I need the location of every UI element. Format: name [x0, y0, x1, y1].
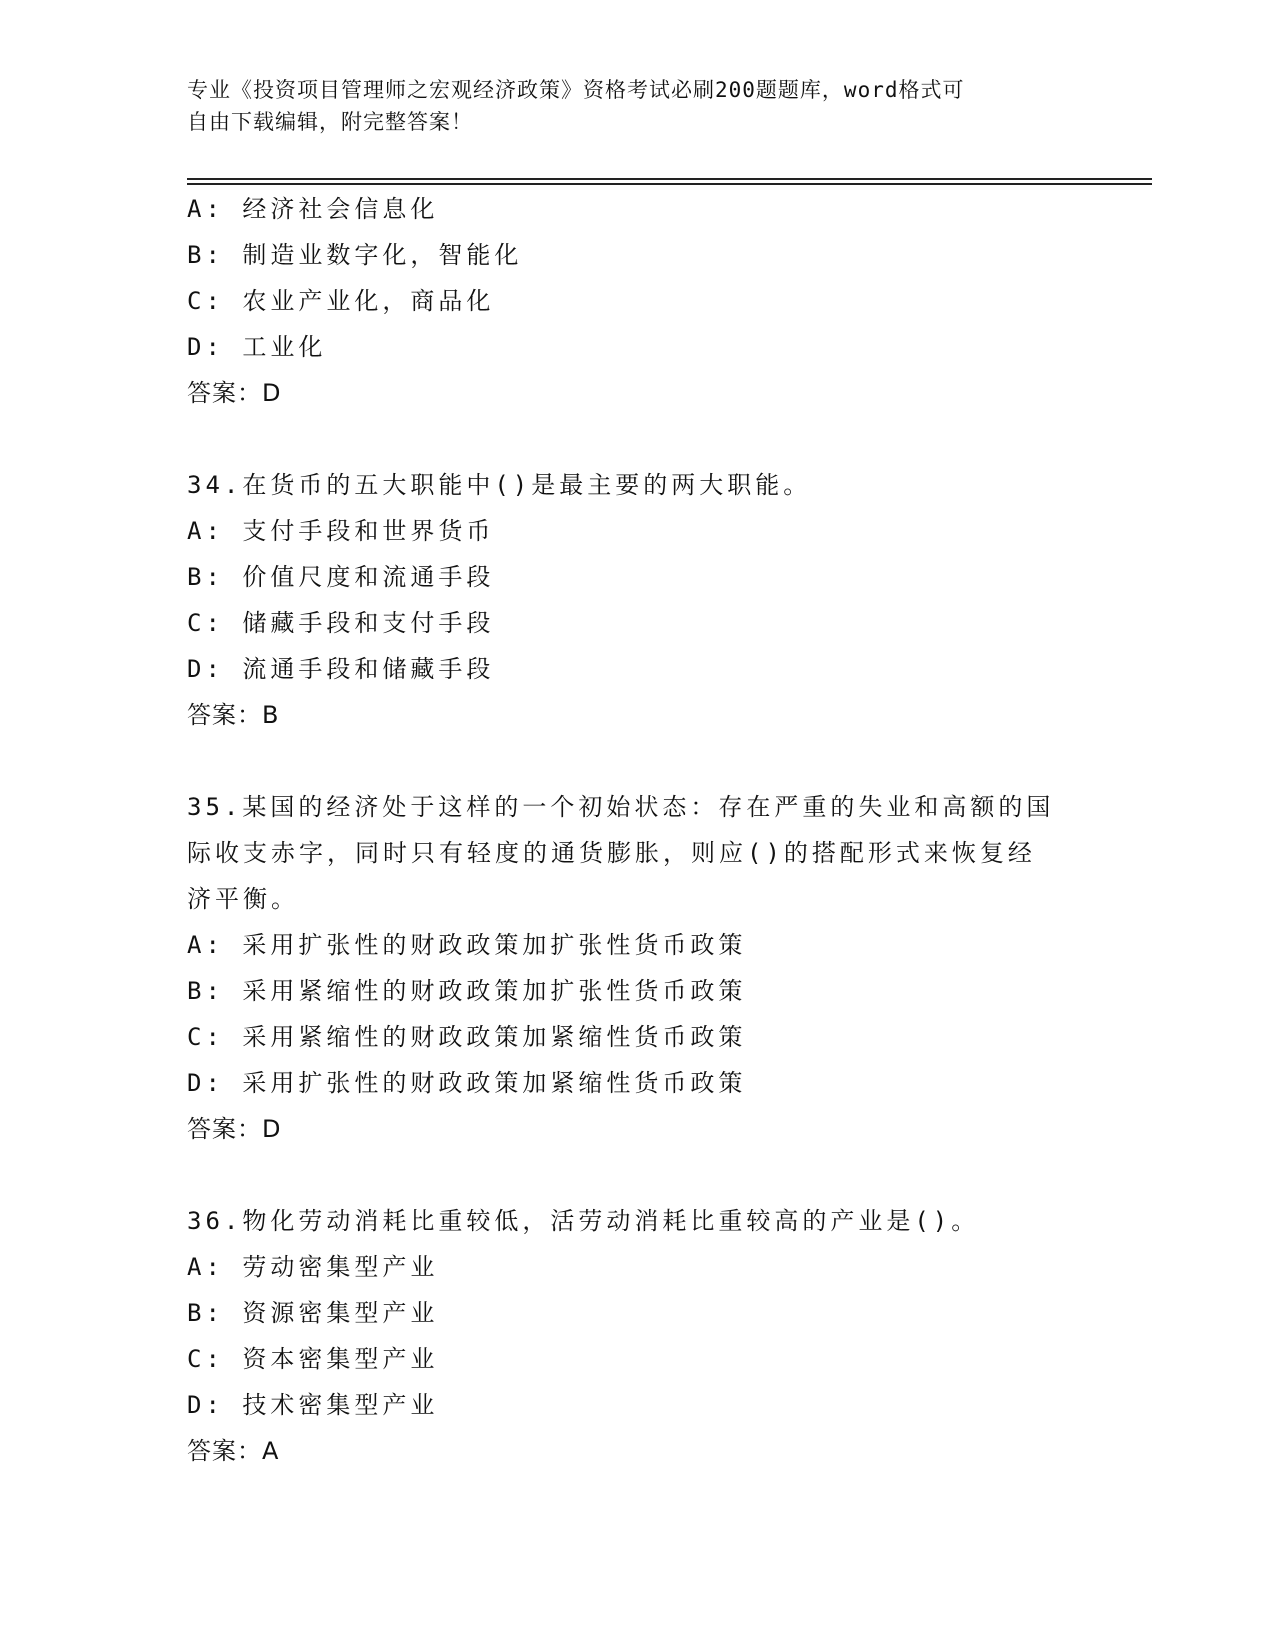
question-stem: 36.物化劳动消耗比重较低，活劳动消耗比重较高的产业是()。 — [187, 1207, 980, 1235]
option-b: B: 制造业数字化，智能化 — [187, 241, 523, 269]
question-list — [187, 186, 1087, 1474]
option-a: A: 劳动密集型产业 — [187, 1253, 439, 1281]
header-title-line-1: 专业《投资项目管理师之宏观经济政策》资格考试必刷200题题库，word格式可 — [187, 78, 965, 102]
question-stem: 34.在货币的五大职能中()是最主要的两大职能。 — [187, 471, 812, 499]
question-35 — [187, 784, 1087, 1152]
answer-label: 答案：D — [187, 379, 282, 407]
header-divider-top — [187, 178, 1152, 180]
option-a: A: 经济社会信息化 — [187, 195, 439, 223]
question-spacer — [187, 416, 1087, 462]
question-stem-line-1: 35.某国的经济处于这样的一个初始状态：存在严重的失业和高额的国 — [187, 793, 1055, 821]
answer-label: 答案：B — [187, 701, 280, 729]
option-d: D: 流通手段和储藏手段 — [187, 655, 495, 683]
header-divider-bottom — [187, 183, 1152, 185]
header-title-line-2: 自由下载编辑，附完整答案！ — [187, 110, 473, 134]
answer-label: 答案：D — [187, 1115, 282, 1143]
option-d: D: 工业化 — [187, 333, 327, 361]
option-b: B: 资源密集型产业 — [187, 1299, 439, 1327]
option-b: B: 采用紧缩性的财政政策加扩张性货币政策 — [187, 977, 747, 1005]
question-34 — [187, 462, 1087, 738]
document-header — [187, 74, 1087, 138]
option-a: A: 采用扩张性的财政政策加扩张性货币政策 — [187, 931, 747, 959]
question-33 — [187, 186, 1087, 416]
option-b: B: 价值尺度和流通手段 — [187, 563, 495, 591]
option-c: C: 农业产业化，商品化 — [187, 287, 495, 315]
question-36 — [187, 1198, 1087, 1474]
option-a: A: 支付手段和世界货币 — [187, 517, 495, 545]
option-d: D: 技术密集型产业 — [187, 1391, 439, 1419]
question-stem-line-2: 际收支赤字，同时只有轻度的通货膨胀，则应()的搭配形式来恢复经 — [187, 839, 1036, 867]
question-stem-line-3: 济平衡。 — [187, 885, 299, 913]
question-spacer — [187, 1152, 1087, 1198]
answer-label: 答案：A — [187, 1437, 280, 1465]
option-c: C: 资本密集型产业 — [187, 1345, 439, 1373]
option-d: D: 采用扩张性的财政政策加紧缩性货币政策 — [187, 1069, 747, 1097]
question-spacer — [187, 738, 1087, 784]
option-c: C: 储藏手段和支付手段 — [187, 609, 495, 637]
option-c: C: 采用紧缩性的财政政策加紧缩性货币政策 — [187, 1023, 747, 1051]
